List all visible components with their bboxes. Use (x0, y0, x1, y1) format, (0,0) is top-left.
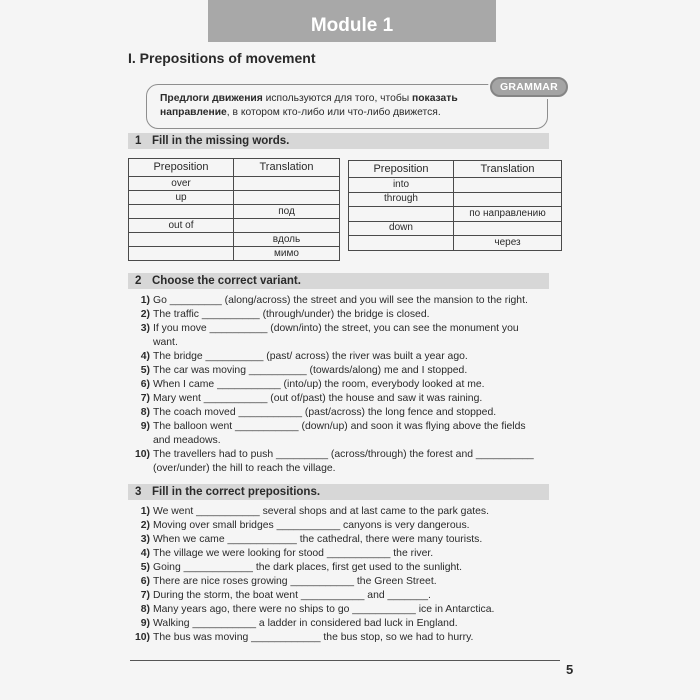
table-row (129, 247, 340, 261)
item-number: 8) (140, 407, 150, 418)
exercise-2-header (128, 273, 549, 289)
table-row (349, 236, 562, 251)
item-text-line: Mary went ___________ (out of/past) the house and saw it was raining. (153, 393, 483, 404)
column-header-preposition: Preposition (129, 159, 234, 177)
item-text-line: Moving over small bridges ___________ canyons is very dangerous. (153, 520, 470, 531)
exercise-item (128, 561, 494, 575)
preposition-cell: over (129, 177, 234, 191)
exercise-item (128, 519, 494, 533)
exercise-number: 2 (135, 275, 142, 287)
grammar-emphasis: показать (412, 93, 458, 104)
exercise-instruction: Fill in the missing words. (152, 135, 290, 147)
translation-cell (454, 178, 562, 193)
item-number: 8) (140, 604, 150, 615)
preposition-cell (129, 205, 234, 219)
grammar-box (146, 84, 548, 129)
grammar-text: используются для того, чтобы (262, 93, 413, 104)
exercise-item (128, 505, 494, 519)
translation-cell (234, 191, 340, 205)
grammar-term: Предлоги движения (160, 93, 263, 104)
item-number: 1) (140, 295, 150, 306)
exercise-instruction: Choose the correct variant. (152, 275, 301, 287)
translation-cell: мимо (234, 247, 340, 261)
module-banner (208, 0, 496, 42)
translation-cell (234, 177, 340, 191)
item-text-line: There are nice roses growing ___________ the Green Street. (153, 576, 437, 587)
item-text-line: The balloon went ___________ (down/up) and soon it was flying above the fields (153, 421, 526, 432)
item-number: 7) (140, 393, 150, 404)
translation-cell: по направлению (454, 207, 562, 222)
preposition-cell (349, 207, 454, 222)
grammar-text-line (160, 92, 547, 106)
table-row (129, 233, 340, 247)
exercise-number: 3 (135, 486, 142, 498)
exercise-item (128, 378, 534, 392)
table-row (129, 191, 340, 205)
grammar-text: , в котором кто-либо или что-либо движется. (226, 107, 441, 118)
table-row (349, 178, 562, 193)
exercise-3-list (128, 505, 494, 645)
translation-cell: через (454, 236, 562, 251)
item-number: 6) (140, 576, 150, 587)
exercise-2-list (128, 294, 534, 476)
item-text-line: (over/under) the hill to reach the village. (153, 463, 336, 474)
translation-cell (234, 219, 340, 233)
preposition-cell (349, 236, 454, 251)
preposition-cell: into (349, 178, 454, 193)
exercise-item (128, 392, 534, 406)
table-header-row (129, 159, 340, 177)
grammar-badge: GRAMMAR (490, 77, 568, 97)
preposition-cell (129, 233, 234, 247)
table-row (129, 177, 340, 191)
exercise-item (128, 603, 494, 617)
preposition-cell (129, 247, 234, 261)
table-row (349, 207, 562, 222)
translation-table-left (128, 158, 340, 261)
exercise-item (128, 547, 494, 561)
table-row (349, 192, 562, 207)
module-title: Module 1 (310, 15, 394, 36)
exercise-item (128, 294, 534, 308)
exercise-item (128, 350, 534, 364)
item-number: 5) (140, 365, 150, 376)
item-text-line: The village we were looking for stood ___________ the river. (153, 548, 434, 559)
exercise-item (128, 308, 534, 322)
item-number: 9) (140, 618, 150, 629)
item-text-line: Go _________ (along/across) the street and you will see the mansion to the right. (153, 295, 528, 306)
exercise-item (128, 420, 534, 448)
preposition-cell: down (349, 221, 454, 236)
item-text-line: and meadows. (153, 435, 221, 446)
exercise-instruction: Fill in the correct prepositions. (152, 486, 321, 498)
item-text-line: We went ___________ several shops and at last came to the park gates. (153, 506, 489, 517)
translation-table-right (348, 160, 562, 251)
item-text-line: Going ____________ the dark places, first get used to the sunlight. (153, 562, 463, 573)
table-row (129, 219, 340, 233)
item-text-line: want. (153, 337, 178, 348)
preposition-cell: through (349, 192, 454, 207)
exercise-3-header (128, 484, 549, 500)
item-text-line: The travellers had to push _________ (across/through) the forest and __________ (153, 449, 534, 460)
table-header-row (349, 161, 562, 178)
exercise-item (128, 322, 534, 350)
item-number: 9) (140, 421, 150, 432)
item-number: 6) (140, 379, 150, 390)
table-row (349, 221, 562, 236)
item-text-line: Walking ___________ a ladder in considered bad luck in England. (153, 618, 458, 629)
item-text-line: If you move __________ (down/into) the street, you can see the monument you (153, 323, 519, 334)
exercise-item (128, 406, 534, 420)
grammar-emphasis: направление (160, 107, 227, 118)
exercise-1-header (128, 133, 549, 149)
item-number: 4) (140, 548, 150, 559)
item-number: 1) (140, 506, 150, 517)
item-number: 2) (140, 520, 150, 531)
item-text-line: When I came ___________ (into/up) the room, everybody looked at me. (153, 379, 485, 390)
translation-cell: под (234, 205, 340, 219)
item-number: 3) (140, 534, 150, 545)
exercise-item (128, 589, 494, 603)
item-text-line: The bridge __________ (past/ across) the river was built a year ago. (153, 351, 468, 362)
footer-rule (130, 660, 560, 661)
item-number: 10) (134, 632, 150, 643)
item-number: 7) (140, 590, 150, 601)
item-number: 4) (140, 351, 150, 362)
exercise-item (128, 617, 494, 631)
exercise-item (128, 448, 534, 476)
translation-cell (454, 221, 562, 236)
exercise-item (128, 364, 534, 378)
preposition-cell: out of (129, 219, 234, 233)
exercise-item (128, 575, 494, 589)
section-title: I. Prepositions of movement (128, 50, 316, 66)
item-text-line: Many years ago, there were no ships to go ___________ ice in Antarctica. (153, 604, 495, 615)
column-header-translation: Translation (454, 161, 562, 178)
grammar-text-line (160, 106, 547, 120)
item-number: 3) (140, 323, 150, 334)
item-text-line: During the storm, the boat went ___________ and _______. (153, 590, 431, 601)
page-number: 5 (566, 662, 574, 677)
exercise-item (128, 631, 494, 645)
item-text-line: The traffic __________ (through/under) the bridge is closed. (153, 309, 430, 320)
column-header-preposition: Preposition (349, 161, 454, 178)
exercise-number: 1 (135, 135, 142, 147)
item-number: 10) (134, 449, 150, 460)
translation-cell: вдоль (234, 233, 340, 247)
item-text-line: The coach moved ___________ (past/across) the long fence and stopped. (153, 407, 497, 418)
item-text-line: The car was moving __________ (towards/along) me and I stopped. (153, 365, 468, 376)
item-text-line: The bus was moving ____________ the bus stop, so we had to hurry. (153, 632, 474, 643)
item-number: 5) (140, 562, 150, 573)
exercise-item (128, 533, 494, 547)
item-number: 2) (140, 309, 150, 320)
preposition-cell: up (129, 191, 234, 205)
item-text-line: When we came ____________ the cathedral, there were many tourists. (153, 534, 483, 545)
column-header-translation: Translation (234, 159, 340, 177)
table-row (129, 205, 340, 219)
translation-cell (454, 192, 562, 207)
